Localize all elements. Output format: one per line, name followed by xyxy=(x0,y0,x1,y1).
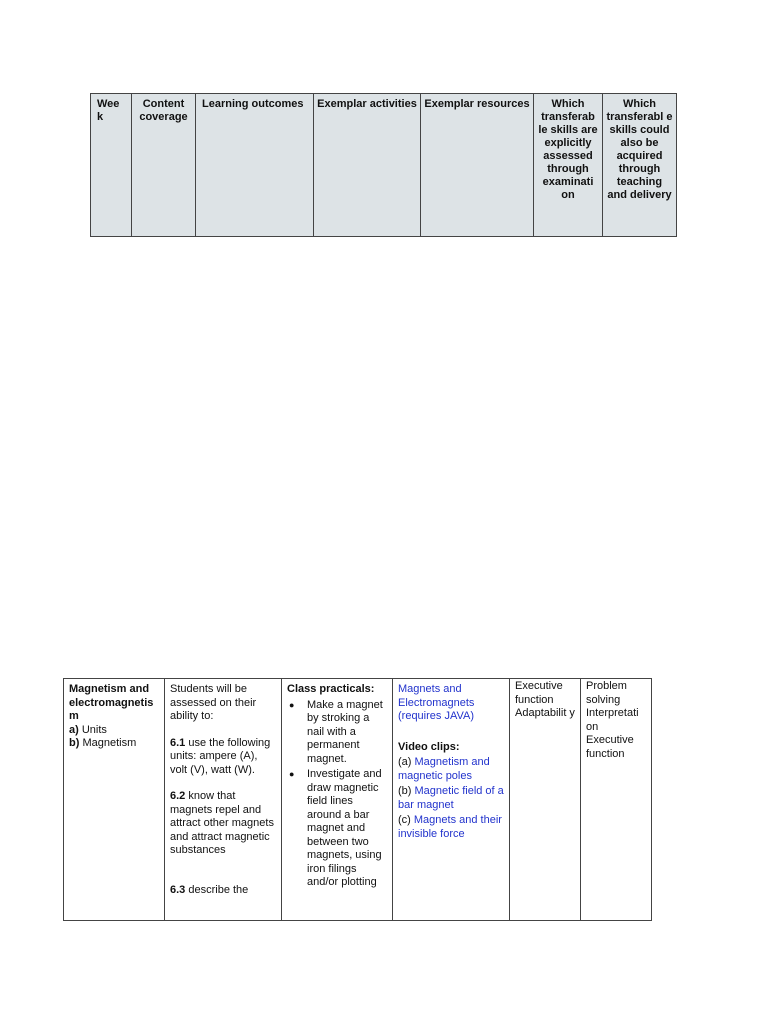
header-assessed-skills: Which transferab le skills are explicitly assessed through examinati on xyxy=(534,94,603,237)
list-item: ● Make a magnet by stroking a nail with a permanent magnet. xyxy=(307,699,387,767)
video-clip-a: (a) Magnetism and magnetic poles xyxy=(398,756,490,782)
outcome-6-1: 6.1 use the following units: ampere (A), volt (V), watt (W). xyxy=(170,736,271,776)
header-row xyxy=(91,94,677,237)
video-link-a[interactable]: Magnetism and magnetic poles xyxy=(398,756,490,782)
video-link-b[interactable]: Magnetic field of a bar magnet xyxy=(398,785,504,811)
outcome-6-2: 6.2 know that magnets repel and attract other magnets and attract magnetic substances xyxy=(170,790,274,856)
table-row xyxy=(64,679,652,921)
header-content-coverage: Content coverage xyxy=(132,94,196,237)
topic-item-a: a) Units xyxy=(69,723,107,736)
skill-item: Executive function xyxy=(586,734,634,760)
skill-item: Interpretati on xyxy=(586,707,639,733)
header-learning-outcomes: Learning outcomes xyxy=(196,94,314,237)
header-exemplar-activities: Exemplar activities xyxy=(314,94,421,237)
skill-item: Adaptabilit y xyxy=(515,707,575,719)
topic-title: Magnetism and electromagnetis m xyxy=(69,683,154,722)
assessed-skills-cell xyxy=(510,679,581,921)
skill-item: Problem solving xyxy=(586,680,627,706)
header-acquired-skills: Which transferabl e skills could also be acquired through teaching and delivery xyxy=(603,94,677,237)
video-clips-heading: Video clips: xyxy=(398,740,460,753)
outcomes-intro: Students will be assessed on their ability to: xyxy=(170,683,257,722)
content-table xyxy=(63,678,652,921)
topic-item-b: b) Magnetism xyxy=(69,737,137,749)
learning-outcomes-cell xyxy=(165,679,282,921)
acquired-skills-cell xyxy=(581,679,652,921)
magnets-electromagnets-link[interactable]: Magnets and Electromagnets (requires JAVA) xyxy=(398,683,475,722)
video-link-c[interactable]: Magnets and their invisible force xyxy=(398,814,502,840)
video-clip-c: (c) Magnets and their invisible force xyxy=(398,814,502,840)
video-clip-b: (b) Magnetic field of a bar magnet xyxy=(398,785,504,811)
header-week: Wee k xyxy=(91,94,132,237)
practicals-list xyxy=(287,699,387,890)
header-table xyxy=(90,93,677,237)
resources-cell xyxy=(393,679,510,921)
list-item: ● Investigate and draw magnetic field lines around a bar magnet and between two magnets, using iron filings and/or plotting xyxy=(307,768,387,890)
activities-cell xyxy=(282,679,393,921)
header-exemplar-resources: Exemplar resources xyxy=(421,94,534,237)
outcome-6-3: 6.3 describe the xyxy=(170,883,249,896)
content-coverage-cell xyxy=(64,679,165,921)
activities-heading: Class practicals: xyxy=(287,683,375,695)
skill-item: Executive function xyxy=(515,680,563,706)
